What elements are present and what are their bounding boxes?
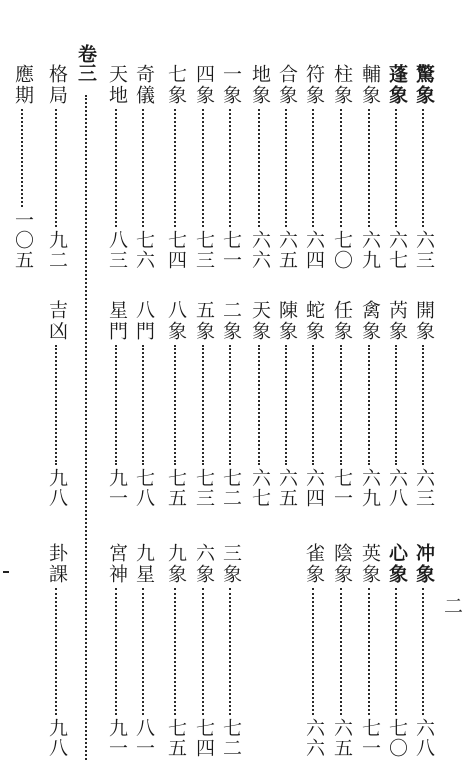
entry-page-number: 六三 xyxy=(413,468,435,508)
dot-leader xyxy=(340,588,344,715)
dot-leader xyxy=(395,588,399,715)
entry-page-number: 六四 xyxy=(303,468,325,508)
entry-title: 陳象 xyxy=(276,300,298,342)
toc-entry[interactable] xyxy=(359,64,381,270)
dot-leader xyxy=(142,588,146,715)
entry-page-number: 七一 xyxy=(359,718,381,758)
entry-title: 英象 xyxy=(359,543,381,585)
dot-leader xyxy=(422,345,426,465)
toc-entry[interactable] xyxy=(413,64,435,270)
dot-leader xyxy=(55,109,59,227)
dot-leader xyxy=(202,109,206,227)
toc-entry[interactable] xyxy=(12,64,34,270)
entry-title: 宮神 xyxy=(106,543,128,585)
toc-entry[interactable] xyxy=(386,64,408,270)
entry-page-number: 六九 xyxy=(359,230,381,270)
entry-title: 三象 xyxy=(220,543,242,585)
entry-title: 二象 xyxy=(220,300,242,342)
entry-page-number: 六八 xyxy=(386,468,408,508)
entry-title: 任象 xyxy=(331,300,353,342)
entry-title: 蓬象 xyxy=(386,64,408,106)
entry-page-number: 六九 xyxy=(359,468,381,508)
toc-entry[interactable] xyxy=(359,543,381,758)
entry-page-number: 六五 xyxy=(331,718,353,758)
scan-mark xyxy=(3,571,9,573)
entry-page-number: 七三 xyxy=(193,468,215,508)
entry-title: 七象 xyxy=(165,64,187,106)
entry-title: 格局 xyxy=(46,64,68,106)
toc-entry[interactable] xyxy=(359,300,381,508)
toc-entry[interactable] xyxy=(133,300,155,508)
entry-title: 星門 xyxy=(106,300,128,342)
dot-leader xyxy=(285,109,289,227)
toc-entry[interactable] xyxy=(386,543,408,758)
toc-entry[interactable] xyxy=(220,64,242,270)
toc-entry[interactable] xyxy=(165,64,187,270)
toc-entry[interactable] xyxy=(303,543,325,758)
dot-leader xyxy=(340,345,344,465)
volume-label: 卷三 xyxy=(75,44,97,82)
toc-entry[interactable] xyxy=(165,543,187,758)
entry-title: 地象 xyxy=(249,64,271,106)
dot-leader xyxy=(340,109,344,227)
toc-entry[interactable] xyxy=(133,543,155,758)
toc-entry[interactable] xyxy=(106,300,128,508)
toc-entry[interactable] xyxy=(276,64,298,270)
toc-entry[interactable] xyxy=(249,300,271,508)
dot-leader xyxy=(115,109,119,227)
dot-leader xyxy=(258,345,262,465)
dot-leader xyxy=(21,109,25,207)
entry-page-number: 七八 xyxy=(133,468,155,508)
entry-page-number: 六五 xyxy=(276,468,298,508)
dot-leader xyxy=(258,109,262,227)
entry-page-number: 八一 xyxy=(133,718,155,758)
toc-entry[interactable] xyxy=(46,300,68,508)
entry-page-number: 六六 xyxy=(249,230,271,270)
toc-entry[interactable] xyxy=(331,64,353,270)
entry-title: 冲象 xyxy=(413,543,435,585)
entry-title: 一象 xyxy=(220,64,242,106)
toc-entry[interactable] xyxy=(276,300,298,508)
entry-title: 六象 xyxy=(193,543,215,585)
entry-title: 禽象 xyxy=(359,300,381,342)
entry-title: 天地 xyxy=(106,64,128,106)
dot-leader xyxy=(368,109,372,227)
entry-title: 芮象 xyxy=(386,300,408,342)
toc-entry[interactable] xyxy=(386,300,408,508)
toc-entry[interactable] xyxy=(413,543,435,758)
entry-page-number: 六四 xyxy=(303,230,325,270)
dot-leader xyxy=(395,345,399,465)
page-number: 二 xyxy=(441,596,463,615)
entry-title: 應期 xyxy=(12,64,34,106)
entry-page-number: 七二 xyxy=(220,718,242,758)
volume-dot-leader xyxy=(85,95,89,760)
entry-page-number: 七〇 xyxy=(331,230,353,270)
entry-title: 符象 xyxy=(303,64,325,106)
dot-leader xyxy=(312,345,316,465)
entry-page-number: 一〇五 xyxy=(12,210,34,270)
entry-title: 驚象 xyxy=(413,64,435,106)
dot-leader xyxy=(55,345,59,465)
entry-title: 奇儀 xyxy=(133,64,155,106)
dot-leader xyxy=(202,345,206,465)
entry-page-number: 七五 xyxy=(165,468,187,508)
entry-page-number: 七一 xyxy=(220,230,242,270)
dot-leader xyxy=(229,345,233,465)
entry-title: 吉凶 xyxy=(46,300,68,342)
dot-leader xyxy=(422,588,426,715)
toc-entry[interactable] xyxy=(193,300,215,508)
entry-page-number: 九一 xyxy=(106,468,128,508)
entry-title: 合象 xyxy=(276,64,298,106)
toc-entry[interactable] xyxy=(193,543,215,758)
entry-page-number: 七五 xyxy=(165,718,187,758)
entry-title: 天象 xyxy=(249,300,271,342)
toc-entry[interactable] xyxy=(165,300,187,508)
entry-page-number: 七六 xyxy=(133,230,155,270)
toc-entry[interactable] xyxy=(249,64,271,270)
dot-leader xyxy=(422,109,426,227)
toc-entry[interactable] xyxy=(106,64,128,270)
dot-leader xyxy=(312,588,316,715)
entry-title: 九象 xyxy=(165,543,187,585)
entry-title: 卦課 xyxy=(46,543,68,585)
entry-page-number: 八三 xyxy=(106,230,128,270)
entry-page-number: 六五 xyxy=(276,230,298,270)
dot-leader xyxy=(368,345,372,465)
entry-title: 柱象 xyxy=(331,64,353,106)
entry-title: 四象 xyxy=(193,64,215,106)
entry-page-number: 七一 xyxy=(331,468,353,508)
entry-page-number: 六八 xyxy=(413,718,435,758)
entry-page-number: 九八 xyxy=(46,718,68,758)
toc-entry[interactable] xyxy=(303,300,325,508)
dot-leader xyxy=(174,588,178,715)
toc-entry[interactable] xyxy=(303,64,325,270)
entry-title: 八象 xyxy=(165,300,187,342)
toc-entry[interactable] xyxy=(331,300,353,508)
dot-leader xyxy=(368,588,372,715)
dot-leader xyxy=(229,109,233,227)
dot-leader xyxy=(202,588,206,715)
entry-title: 雀象 xyxy=(303,543,325,585)
toc-entry[interactable] xyxy=(133,64,155,270)
entry-page-number: 六七 xyxy=(386,230,408,270)
entry-title: 陰象 xyxy=(331,543,353,585)
entry-page-number: 六三 xyxy=(413,230,435,270)
entry-title: 心象 xyxy=(386,543,408,585)
toc-entry[interactable] xyxy=(220,543,242,758)
toc-entry[interactable] xyxy=(193,64,215,270)
dot-leader xyxy=(395,109,399,227)
dot-leader xyxy=(142,345,146,465)
dot-leader xyxy=(174,345,178,465)
toc-entry[interactable] xyxy=(331,543,353,758)
toc-entry[interactable] xyxy=(46,64,68,270)
entry-title: 九星 xyxy=(133,543,155,585)
entry-page-number: 六六 xyxy=(303,718,325,758)
entry-page-number: 六七 xyxy=(249,468,271,508)
entry-title: 五象 xyxy=(193,300,215,342)
entry-page-number: 七四 xyxy=(193,718,215,758)
toc-entry[interactable] xyxy=(413,300,435,508)
dot-leader xyxy=(229,588,233,715)
entry-title: 蛇象 xyxy=(303,300,325,342)
entry-page-number: 七二 xyxy=(220,468,242,508)
entry-page-number: 七三 xyxy=(193,230,215,270)
dot-leader xyxy=(115,588,119,715)
toc-entry[interactable] xyxy=(106,543,128,758)
dot-leader xyxy=(115,345,119,465)
dot-leader xyxy=(142,109,146,227)
entry-title: 八門 xyxy=(133,300,155,342)
entry-page-number: 七〇 xyxy=(386,718,408,758)
entry-title: 開象 xyxy=(413,300,435,342)
dot-leader xyxy=(285,345,289,465)
entry-page-number: 九八 xyxy=(46,468,68,508)
entry-title: 輔象 xyxy=(359,64,381,106)
dot-leader xyxy=(174,109,178,227)
entry-page-number: 七四 xyxy=(165,230,187,270)
toc-entry[interactable] xyxy=(46,543,68,758)
dot-leader xyxy=(55,588,59,715)
entry-page-number: 九二 xyxy=(46,230,68,270)
dot-leader xyxy=(312,109,316,227)
entry-page-number: 九一 xyxy=(106,718,128,758)
toc-entry[interactable] xyxy=(220,300,242,508)
